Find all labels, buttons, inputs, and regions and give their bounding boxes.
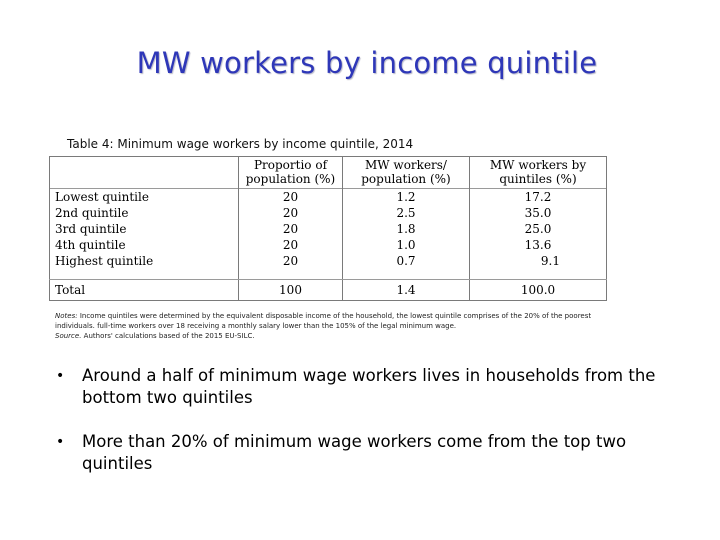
spacer-cell — [50, 269, 239, 280]
population-cell: 20 — [239, 221, 343, 237]
mw-share-cell: 1.0 — [343, 237, 470, 253]
mw-by-quintile-cell: 25.0 — [470, 221, 607, 237]
bullet-item — [56, 365, 676, 409]
notes-label: Notes: — [55, 312, 78, 320]
table-row — [50, 205, 607, 221]
population-cell: 20 — [239, 189, 343, 206]
bullet-item — [56, 431, 676, 475]
source-label: Source. — [55, 332, 82, 340]
row-label: Lowest quintile — [50, 189, 239, 206]
mw-by-quintile-cell: 35.0 — [470, 205, 607, 221]
total-mw-share-cell: 1.4 — [343, 280, 470, 301]
total-population-cell: 100 — [239, 280, 343, 301]
header-cell-mw-share: MW workers/ population (%) — [343, 157, 470, 189]
total-label: Total — [50, 280, 239, 301]
bullet-text: Around a half of minimum wage workers lives in households from the bottom two quintiles — [82, 366, 656, 407]
bullet-list — [56, 365, 676, 497]
table-total-row — [50, 280, 607, 301]
row-label: Highest quintile — [50, 253, 239, 269]
bullet-text: More than 20% of minimum wage workers come from the top two quintiles — [82, 432, 627, 473]
mw-by-quintile-cell: 17.2 — [470, 189, 607, 206]
spacer-cell — [239, 269, 343, 280]
table-row — [50, 237, 607, 253]
quintile-table — [49, 156, 607, 301]
mw-share-cell: 1.8 — [343, 221, 470, 237]
header-cell-label — [50, 157, 239, 189]
mw-share-cell: 1.2 — [343, 189, 470, 206]
table-spacer-row — [50, 269, 607, 280]
table-row — [50, 189, 607, 206]
mw-share-cell: 0.7 — [343, 253, 470, 269]
mw-by-quintile-cell: 13.6 — [470, 237, 607, 253]
table-caption: Table 4: Minimum wage workers by income quintile, 2014 — [67, 137, 414, 151]
spacer-cell — [470, 269, 607, 280]
slide-title: MW workers by income quintile — [136, 46, 598, 80]
header-cell-mw-by-quintile: MW workers by quintiles (%) — [470, 157, 607, 189]
total-mw-by-quintile-cell: 100.0 — [470, 280, 607, 301]
population-cell: 20 — [239, 237, 343, 253]
header-cell-population: Proportio of population (%) — [239, 157, 343, 189]
table-row — [50, 253, 607, 269]
population-cell: 20 — [239, 253, 343, 269]
source-line — [55, 331, 625, 341]
row-label: 2nd quintile — [50, 205, 239, 221]
notes-line — [55, 311, 625, 331]
mw-share-cell: 2.5 — [343, 205, 470, 221]
row-label: 4th quintile — [50, 237, 239, 253]
population-cell: 20 — [239, 205, 343, 221]
bullet-icon: • — [56, 434, 65, 450]
notes-text: Income quintiles were determined by the equivalent disposable income of the household, the lowest quintile comprises of the 20% of the poorest individuals. full-time workers over 18 receiving a monthly salary lower than the 105% of the legal minimum wage. — [55, 312, 592, 330]
row-label: 3rd quintile — [50, 221, 239, 237]
table-notes — [55, 311, 625, 341]
spacer-cell — [343, 269, 470, 280]
table-row — [50, 221, 607, 237]
source-text: Authors' calculations based of the 2015 EU-SILC. — [83, 332, 255, 340]
bullet-icon: • — [56, 368, 65, 384]
table-header-row — [50, 157, 607, 189]
mw-by-quintile-cell: 9.1 — [470, 253, 607, 269]
